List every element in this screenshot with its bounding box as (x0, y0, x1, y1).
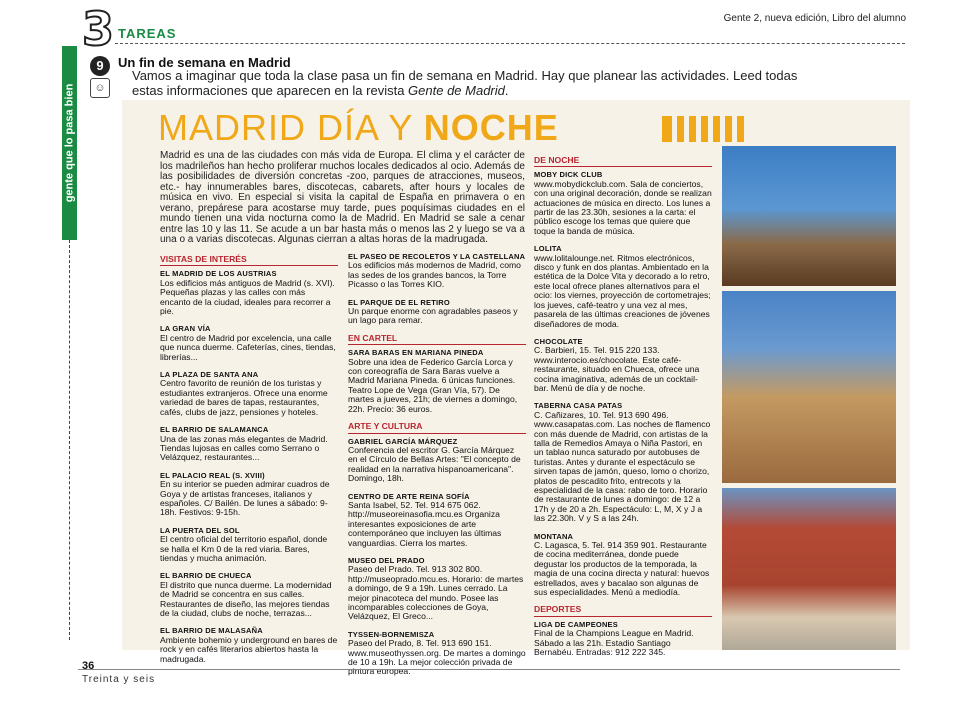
listing-name: EL BARRIO DE SALAMANCA (160, 425, 269, 435)
sidebar-divider (69, 240, 70, 640)
listing-entry (348, 437, 526, 484)
listing-text: Los edificios más modernos de Madrid, como las sedes de los grandes bancos, la Torre Picasso o las Torres KIO. (348, 260, 521, 290)
listing-name: TABERNA CASA PATAS (534, 401, 623, 411)
listing-entry (534, 401, 712, 523)
column-3 (534, 153, 712, 666)
listing-entry (160, 571, 338, 618)
listing-name: LA PLAZA DE SANTA ANA (160, 370, 259, 380)
listing-text: Conferencia del escritor G. García Márquez en el Círculo de Bellas Artes: "El concepto de realidad en la narrativa hispanoamericana". Domingo, 18h. (348, 444, 521, 484)
listing-name: EL PALACIO REAL (S. XVIII) (160, 470, 265, 480)
col1-entries (160, 269, 338, 664)
listing-text: www.lolitalounge.net. Ritmos electrónicos, disco y funk en dos plantas. Ambientado en la estética de la Dolce Vita y decorado a lo retro, este local ofrece planes alternativos para el ocio: los viernes, proyección de cortometrajes; los jueves, café-teatro y una vez al mes, pasarela de las últimas creaciones de jóvenes diseñadores de moda. (534, 252, 711, 329)
section-noche: DE NOCHE (534, 156, 712, 167)
listing-entry (534, 532, 712, 598)
face-icon: ☺ (90, 78, 110, 98)
activity-text: Vamos a imaginar que toda la clase pasa un fin de semana en Madrid. Hay que planear las actividades. Leed todas estas informaciones que aparecen en la revista (132, 68, 798, 98)
listing-entry (160, 425, 338, 463)
listing-entry (160, 526, 338, 564)
page-number-words: Treinta y seis (82, 674, 156, 685)
listing-text: Una de las zonas más elegantes de Madrid. Tiendas lujosas en calles como Serrano o Velázquez, restaurantes... (160, 433, 328, 463)
listing-name: MONTANA (534, 531, 574, 541)
listing-text: Sobre una idea de Federico García Lorca y con coreografía de Sara Baras vuelve a Madrid Mariana Pineda. 6 únicas funciones. Teatro Lope de Vega (Gran Vía, 57). De martes a jueves, 21h; de viernes a domingo, 22h. Precio: 36 euros. (348, 356, 518, 414)
listing-entry (534, 170, 712, 236)
listing-text: El centro de Madrid por excelencia, una calle que nunca duerme. Cafeterías, cines, tiendas, librerías... (160, 332, 336, 362)
listing-text: El centro oficial del territorio español, donde se halla el Km 0 de la red viaria. Bares, tiendas y mucha animación. (160, 534, 328, 563)
listing-entry (534, 337, 712, 393)
listing-name: EL MADRID DE LOS AUSTRIAS (160, 269, 277, 279)
listing-entry (348, 556, 526, 622)
listing-text: C. Barbieri, 15. Tel. 915 220 133. www.interocio.es/chocolate. Este café-restaurante, situado en Chueca, ofrece una cocina imaginativa, además de un cocktail-bar. Menú de día y de noche. (534, 345, 700, 393)
listing-text: Los edificios más antiguos de Madrid (s. XVI). Pequeñas plazas y las calles con más encanto de la ciudad, ideales para recorrer a pie. (160, 277, 335, 317)
listing-entry (348, 348, 526, 414)
listing-text: Santa Isabel, 52. Tel. 914 675 062. http://museoreinasofia.mcu.es Organiza interesantes exposiciones de arte contemporáneo que incluyen las últimas vanguardias. Cierra los martes. (348, 499, 502, 548)
sidebar-label: gente que lo pasa bien (63, 83, 76, 203)
sidebar-label-box (62, 46, 77, 240)
listing-name: MUSEO DEL PRADO (348, 555, 425, 565)
col2-entries-top (348, 252, 526, 326)
listing-name: LIGA DE CAMPEONES (534, 619, 618, 629)
col2-cartel (348, 348, 526, 414)
title-bold: NOCHE (423, 107, 559, 148)
section-cartel: EN CARTEL (348, 334, 526, 345)
footer-divider (78, 669, 900, 670)
listing-name: LOLITA (534, 244, 562, 254)
magazine-name: Gente de Madrid (408, 83, 505, 98)
section-arte: ARTE Y CULTURA (348, 422, 526, 433)
listing-entry (348, 492, 526, 548)
col3-deportes (534, 620, 712, 658)
activity-title: Un fin de semana en Madrid (118, 55, 291, 70)
listing-text: www.mobydickclub.com. Sala de conciertos, con una original decoración, donde se realizan actuaciones de música en directo. Los lunes a partir de las 23.30h, sesiones a la carta: el público escoge los temas que quiere que toque la banda de música. (534, 178, 712, 236)
listing-text: Final de la Champions League en Madrid. Sábado a las 21h. Estadio Santiago Bernabéu. Entradas: 912 222 345. (534, 628, 694, 658)
listing-entry (160, 471, 338, 518)
activity-text-end: . (504, 83, 509, 98)
activity-instructions (132, 68, 832, 98)
col3-noche (534, 170, 712, 597)
listing-entry (160, 626, 338, 664)
listing-entry (534, 244, 712, 329)
page-number: 36 (82, 660, 95, 672)
magazine-title (158, 108, 559, 148)
listing-text: Paseo del Prado, 8. Tel. 913 690 151. www.museothyssen.org. De martes a domingo de 10 a 19h. La mejor colección privada de pintura europea. (348, 638, 526, 677)
listing-name: LA GRAN VÍA (160, 324, 211, 334)
activity-number-icon: 9 (90, 56, 110, 76)
title-bars-decoration (662, 116, 744, 142)
section-visitas: VISITAS DE INTERÉS (160, 255, 338, 266)
listing-text: En su interior se pueden admirar cuadros de Goya y de artistas franceses, italianos y españoles. C/ Bailén. De lunes a sábado: 9-18h. Festivos: 9-15h. (160, 479, 330, 518)
listing-text: C. Cañizares, 10. Tel. 913 690 496. www.casapatas.com. Las noches de flamenco con más duende de Madrid, con artistas de la talla de Remedios Amaya o Niña Pastori, en un tablao nunca saturado por autobuses de turistas. Antes y durante el espectáculo se sirven tapas de jamón, queso, lomo o chorizo, platos de pescadito frito, entrecots y la especialidad de la casa: rabo de toro. Horario de restaurante de lunes a domingo: de 12 a 17h y de 20 a 2h. Espectáculo: L, M, X y J a las 22.30h. V y S a las 24h. (534, 409, 711, 524)
listing-name: MOBY DICK CLUB (534, 170, 603, 180)
section-deportes: DEPORTES (534, 605, 712, 616)
listing-entry (348, 298, 526, 326)
photo-bear-statue (722, 146, 896, 286)
listing-name: SARA BARAS EN MARIANA PINEDA (348, 348, 484, 358)
column-2 (348, 252, 526, 685)
listing-text: C. Lagasca, 5. Tel. 914 359 901. Restaurante de cocina mediterránea, donde puede degustar los productos de la temporada, la magia de una cocina directa y natural: huevos estrellados, aves y bacalao son algunas de sus especialidades. Menú a mediodía. (534, 540, 710, 598)
listing-entry (160, 324, 338, 362)
listing-name: EL BARRIO DE CHUECA (160, 571, 252, 581)
listing-text: Paseo del Prado. Tel. 913 302 800. http://museoprado.mcu.es. Horario: de martes a domingo, de 9 a 19h. Lunes cerrado. La mejor pinacoteca del mundo. Posee las incomparables colecciones de Goya, Velázquez, El Greco... (348, 564, 524, 622)
magazine-intro: Madrid es una de las ciudades con más vida de Europa. El clima y el carácter de los madrileños han hecho proliferar muchos locales dedicados al ocio. Además de las posibilidades de diversión concretas -zoo, parques de atracciones, museos, etc.- hay innumerables bares, discotecas, cabarets, after hours y locales de música en vivo. En especial si visita la capital de España en primavera o en verano, prepárese para acostarse muy tarde, pues poquísimas ciudades en el mundo tienen una vida nocturna como la de Madrid. En Madrid se sale a cenar entre las 10 y las 11. Se acude a un bar hasta más o menos las 2 y luego se va a una o a varias discotecas. Algunas cierran a altas horas de la madrugada. (160, 150, 525, 245)
unit-name: TAREAS (118, 26, 177, 41)
listing-text: Ambiente bohemio y underground en bares de rock y en cafés literarios abiertos hasta la madrugada. (160, 634, 338, 664)
listing-name: TYSSEN-BORNEMISZA (348, 629, 435, 639)
listing-entry (160, 269, 338, 316)
title-light: MADRID DÍA Y (158, 107, 413, 148)
photo-plaza-mayor (722, 488, 896, 650)
listing-text: Un parque enorme con agradables paseos y un lago para remar. (348, 306, 518, 326)
listing-name: EL BARRIO DE MALASAÑA (160, 626, 263, 636)
column-1 (160, 252, 338, 672)
photo-schweppes-building (722, 291, 896, 483)
listing-text: El distrito que nunca duerme. La modernidad de Madrid se concentra en sus calles. Restaurantes de diseño, las mejores tiendas de la ciudad, clubs de noche, terrazas... (160, 579, 332, 618)
col2-arte (348, 437, 526, 677)
book-title: Gente 2, nueva edición, Libro del alumno (723, 13, 906, 24)
listing-name: EL PARQUE DE EL RETIRO (348, 297, 450, 307)
listing-entry (160, 370, 338, 417)
listing-name: CHOCOLATE (534, 336, 583, 346)
listing-name: GABRIEL GARCÍA MÁRQUEZ (348, 436, 458, 446)
listing-entry (534, 620, 712, 658)
listing-text: Centro favorito de reunión de los turistas y estudiantes extranjeros. Ofrece una enorme variedad de bares de tapas, restaurantes, cafés, clubs de jazz, pensiones y hoteles. (160, 378, 328, 417)
listing-entry (348, 252, 526, 290)
header-divider (115, 43, 905, 44)
listing-name: LA PUERTA DEL SOL (160, 525, 240, 535)
listing-name: CENTRO DE ARTE REINA SOFÍA (348, 491, 470, 501)
unit-number: 3 (82, 2, 115, 56)
listing-name: EL PASEO DE RECOLETOS Y LA CASTELLANA (348, 252, 526, 261)
